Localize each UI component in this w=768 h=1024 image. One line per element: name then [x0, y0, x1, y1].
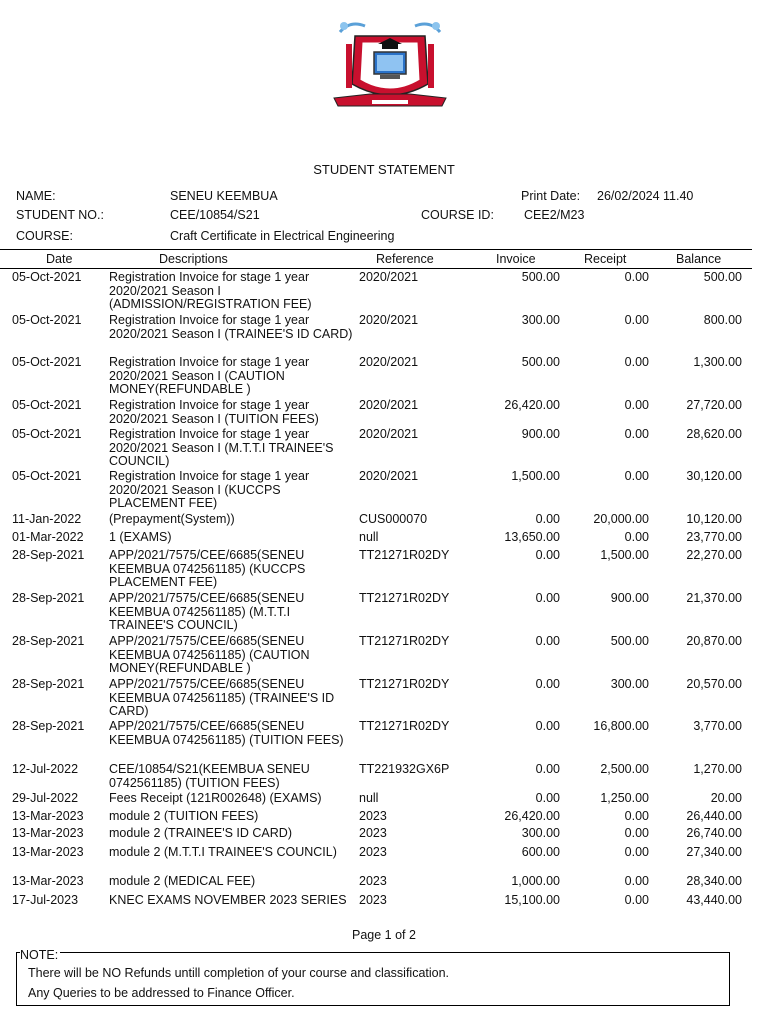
cell-date: 28-Sep-2021	[12, 634, 85, 648]
cell-date: 28-Sep-2021	[12, 548, 85, 562]
cell-invoice: 500.00	[521, 270, 560, 284]
cell-ref: TT21271R02DY	[359, 677, 450, 691]
name-label: NAME:	[16, 189, 56, 203]
cell-desc: module 2 (M.T.T.I TRAINEE'S COUNCIL)	[109, 845, 337, 859]
student-no-label: STUDENT NO.:	[16, 208, 104, 222]
cell-receipt: 1,250.00	[600, 791, 649, 805]
note-line-1: There will be NO Refunds untill completion of your course and classification.	[28, 966, 450, 980]
page-number: Page 1 of 2	[352, 928, 416, 942]
cell-ref: TT21271R02DY	[359, 719, 450, 733]
cell-ref: 2023	[359, 893, 387, 907]
cell-ref: TT21271R02DY	[359, 634, 450, 648]
cell-balance: 23,770.00	[686, 530, 742, 544]
cell-balance: 27,340.00	[686, 845, 742, 859]
cell-desc: APP/2021/7575/CEE/6685(SENEU KEEMBUA 0742561185) (CAUTION MONEY(REFUNDABLE )	[109, 634, 310, 676]
cell-date: 28-Sep-2021	[12, 591, 85, 605]
cell-invoice: 900.00	[521, 427, 560, 441]
cell-date: 05-Oct-2021	[12, 427, 82, 441]
cell-balance: 30,120.00	[686, 469, 742, 483]
header-balance: Balance	[676, 252, 722, 266]
header-receipt: Receipt	[584, 252, 627, 266]
cell-date: 13-Mar-2023	[12, 809, 84, 823]
cell-ref: TT21271R02DY	[359, 591, 450, 605]
cell-date: 17-Jul-2023	[12, 893, 79, 907]
cell-balance: 21,370.00	[686, 591, 742, 605]
header-descriptions: Descriptions	[159, 252, 228, 266]
cell-ref: 2020/2021	[359, 398, 419, 412]
cell-invoice: 0.00	[535, 719, 560, 733]
cell-invoice: 0.00	[535, 762, 560, 776]
cell-desc: Registration Invoice for stage 1 year 2020/2021 Season I (TRAINEE'S ID CARD)	[109, 313, 353, 341]
cell-receipt: 0.00	[624, 427, 649, 441]
cell-desc: Registration Invoice for stage 1 year 2020/2021 Season I (KUCCPS PLACEMENT FEE)	[109, 469, 310, 511]
cell-invoice: 600.00	[521, 845, 560, 859]
cell-date: 13-Mar-2023	[12, 845, 84, 859]
cell-receipt: 0.00	[624, 874, 649, 888]
cell-date: 28-Sep-2021	[12, 719, 85, 733]
statement-title: STUDENT STATEMENT	[313, 162, 455, 177]
cell-receipt: 500.00	[610, 634, 649, 648]
cell-ref: 2020/2021	[359, 355, 419, 369]
cell-date: 05-Oct-2021	[12, 469, 82, 483]
table-header-rule	[0, 268, 752, 269]
cell-desc: module 2 (MEDICAL FEE)	[109, 874, 256, 888]
print-date-label: Print Date:	[521, 189, 581, 203]
cell-receipt: 0.00	[624, 398, 649, 412]
cell-desc: KNEC EXAMS NOVEMBER 2023 SERIES	[109, 893, 347, 907]
cell-invoice: 15,100.00	[504, 893, 560, 907]
cell-date: 05-Oct-2021	[12, 313, 82, 327]
cell-invoice: 0.00	[535, 677, 560, 691]
cell-invoice: 1,000.00	[511, 874, 560, 888]
course-id: CEE2/M23	[524, 208, 585, 222]
cell-receipt: 0.00	[624, 469, 649, 483]
cell-receipt: 0.00	[624, 826, 649, 840]
cell-balance: 800.00	[703, 313, 742, 327]
cell-receipt: 900.00	[610, 591, 649, 605]
cell-balance: 26,440.00	[686, 809, 742, 823]
cell-invoice: 0.00	[535, 512, 560, 526]
cell-receipt: 0.00	[624, 845, 649, 859]
cell-date: 01-Mar-2022	[12, 530, 84, 544]
cell-balance: 26,740.00	[686, 826, 742, 840]
cell-ref: 2023	[359, 874, 387, 888]
cell-balance: 10,120.00	[686, 512, 742, 526]
cell-receipt: 0.00	[624, 270, 649, 284]
student-name: SENEU KEEMBUA	[170, 189, 278, 203]
cell-desc: APP/2021/7575/CEE/6685(SENEU KEEMBUA 0742561185) (KUCCPS PLACEMENT FEE)	[109, 548, 306, 590]
cell-receipt: 16,800.00	[593, 719, 649, 733]
cell-date: 29-Jul-2022	[12, 791, 79, 805]
cell-ref: null	[359, 530, 379, 544]
cell-ref: null	[359, 791, 379, 805]
cell-invoice: 26,420.00	[504, 398, 560, 412]
student-no: CEE/10854/S21	[170, 208, 260, 222]
cell-ref: 2020/2021	[359, 469, 419, 483]
cell-date: 11-Jan-2022	[12, 512, 82, 526]
cell-receipt: 0.00	[624, 313, 649, 327]
cell-balance: 20.00	[710, 791, 742, 805]
cell-receipt: 0.00	[624, 355, 649, 369]
cell-date: 13-Mar-2023	[12, 826, 84, 840]
cell-receipt: 0.00	[624, 809, 649, 823]
cell-invoice: 0.00	[535, 591, 560, 605]
course-label: COURSE:	[16, 229, 73, 243]
course-name: Craft Certificate in Electrical Engineering	[170, 229, 395, 243]
cell-balance: 3,770.00	[693, 719, 742, 733]
cell-date: 05-Oct-2021	[12, 398, 82, 412]
cell-desc: Fees Receipt (121R002648) (EXAMS)	[109, 791, 322, 805]
cell-desc: Registration Invoice for stage 1 year 2020/2021 Season I (M.T.T.I TRAINEE'S COUNCIL)	[109, 427, 334, 469]
cell-receipt: 0.00	[624, 530, 649, 544]
cell-ref: 2023	[359, 809, 387, 823]
cell-desc: module 2 (TUITION FEES)	[109, 809, 259, 823]
cell-desc: Registration Invoice for stage 1 year 2020/2021 Season I (CAUTION MONEY(REFUNDABLE )	[109, 355, 310, 397]
cell-ref: 2023	[359, 826, 387, 840]
cell-ref: 2020/2021	[359, 427, 419, 441]
cell-desc: APP/2021/7575/CEE/6685(SENEU KEEMBUA 0742561185) (TRAINEE'S ID CARD)	[109, 677, 335, 719]
cell-receipt: 0.00	[624, 893, 649, 907]
cell-receipt: 1,500.00	[600, 548, 649, 562]
cell-desc: APP/2021/7575/CEE/6685(SENEU KEEMBUA 0742561185) (TUITION FEES)	[109, 719, 344, 747]
print-date: 26/02/2024 11.40	[597, 189, 694, 203]
cell-ref: 2020/2021	[359, 270, 419, 284]
cell-balance: 22,270.00	[686, 548, 742, 562]
cell-receipt: 300.00	[610, 677, 649, 691]
cell-balance: 500.00	[703, 270, 742, 284]
cell-receipt: 2,500.00	[600, 762, 649, 776]
header-date: Date	[46, 252, 73, 266]
cell-date: 12-Jul-2022	[12, 762, 79, 776]
cell-ref: TT21271R02DY	[359, 548, 450, 562]
cell-desc: Registration Invoice for stage 1 year 2020/2021 Season I (TUITION FEES)	[109, 398, 319, 426]
cell-invoice: 26,420.00	[504, 809, 560, 823]
note-line-2: Any Queries to be addressed to Finance Officer.	[28, 986, 295, 1000]
cell-date: 13-Mar-2023	[12, 874, 84, 888]
cell-desc: Registration Invoice for stage 1 year 2020/2021 Season I (ADMISSION/REGISTRATION FEE)	[109, 270, 312, 312]
cell-desc: (Prepayment(System))	[109, 512, 235, 526]
cell-balance: 20,570.00	[686, 677, 742, 691]
cell-date: 05-Oct-2021	[12, 270, 82, 284]
cell-invoice: 500.00	[521, 355, 560, 369]
cell-invoice: 0.00	[535, 791, 560, 805]
cell-desc: 1 (EXAMS)	[109, 530, 172, 544]
cell-ref: 2020/2021	[359, 313, 419, 327]
cell-desc: module 2 (TRAINEE'S ID CARD)	[109, 826, 292, 840]
cell-balance: 28,620.00	[686, 427, 742, 441]
note-label: NOTE:	[20, 948, 59, 962]
cell-invoice: 300.00	[521, 826, 560, 840]
cell-invoice: 300.00	[521, 313, 560, 327]
cell-invoice: 1,500.00	[511, 469, 560, 483]
cell-invoice: 13,650.00	[504, 530, 560, 544]
cell-receipt: 20,000.00	[593, 512, 649, 526]
cell-ref: 2023	[359, 845, 387, 859]
cell-desc: APP/2021/7575/CEE/6685(SENEU KEEMBUA 0742561185) (M.T.T.I TRAINEE'S COUNCIL)	[109, 591, 305, 633]
cell-invoice: 0.00	[535, 548, 560, 562]
cell-desc: CEE/10854/S21(KEEMBUA SENEU 0742561185) (TUITION FEES)	[109, 762, 310, 790]
table-top-rule	[0, 249, 752, 250]
cell-balance: 27,720.00	[686, 398, 742, 412]
course-id-label: COURSE ID:	[421, 208, 494, 222]
cell-ref: TT221932GX6P	[359, 762, 450, 776]
cell-balance: 28,340.00	[686, 874, 742, 888]
cell-date: 05-Oct-2021	[12, 355, 82, 369]
cell-balance: 1,270.00	[693, 762, 742, 776]
cell-balance: 43,440.00	[686, 893, 742, 907]
header-invoice: Invoice	[496, 252, 536, 266]
cell-date: 28-Sep-2021	[12, 677, 85, 691]
cell-ref: CUS000070	[359, 512, 428, 526]
cell-invoice: 0.00	[535, 634, 560, 648]
cell-balance: 20,870.00	[686, 634, 742, 648]
header-reference: Reference	[376, 252, 434, 266]
cell-balance: 1,300.00	[693, 355, 742, 369]
institution-logo	[310, 14, 470, 114]
